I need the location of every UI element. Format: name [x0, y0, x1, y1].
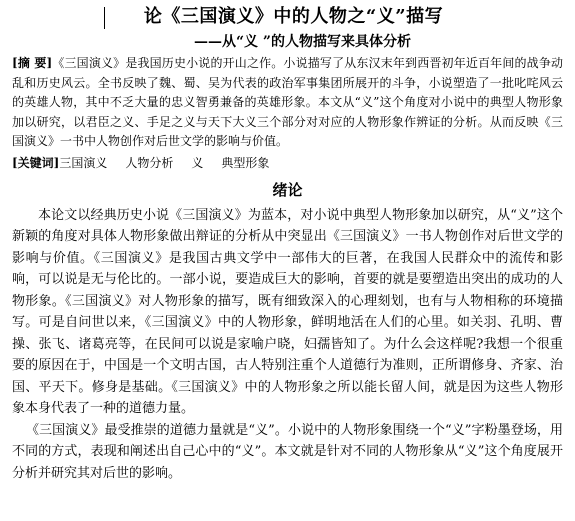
document-subtitle: ——从“义 ”的人物描写来具体分析 — [194, 34, 411, 50]
keyword: 典型形象 — [221, 155, 270, 170]
abstract-text: 《三国演义》是我国历史小说的开山之作。小说描写了从东汉末年到西晋初年近百年间的战争动乱和历史风云。全书反映了魏、蜀、吴为代表的政治军事集团所展开的斗争，小说塑造了一批叱咤风云的英雄人物，其中不乏大量的忠义智勇兼备的英雄形象。本文从“义”这个角度对小说中的典型人物形象加以研究，以君臣之义、手足之义与天下大义三个部分对对应的人物形象作辨证的分析。从而反映《三国演义》一书中人物创作对后世文学的影响与价值。 — [12, 56, 563, 148]
keyword: 人物分析 — [125, 155, 174, 170]
text-cursor — [104, 7, 105, 29]
document-title: 论《三国演义》中的人物之“义”描写 — [143, 6, 444, 27]
body-paragraph: 本论文以经典历史小说《三国演义》为蓝本，对小说中典型人物形象加以研究，从“义”这个新颖的角度对具体人物形象做出辩证的分析从中突显出《三国演义》一书人物创作对后世文学的影响与价值。《三国演义》是我国古典文学中一部伟大的巨著，在我国人民群众中的流传和影响，可以说是无与伦比的。一部小说，要造成巨大的影响，首要的就是要塑造出突出的成功的人物形象。《三国演义》对人物形象的描写，既有细致深入的心理刻划，也有与人物相称的环境描写。可是自问世以来，《三国演义》中的人物形象，鲜明地活在人们的心里。如关羽、孔明、曹操、张飞、诸葛亮等，在民间可以说是家喻户晓，妇孺皆知了。为什么会这样呢?我想一个很重要的原因在于，中国是一个文明古国，古人特别注重个人道德行为准则，正所谓修身、齐家、治国、平天下。修身是基础。《三国演义》中的人物形象之所以能长留人间，就是因为这些人物形象本身代表了一种的道德力量。 — [12, 207, 563, 416]
body-paragraph: 《三国演义》最受推崇的道德力量就是“义”。小说中的人物形象围绕一个“义”字粉墨登场，用不同的方式，表现和阐述出自己心中的“义”。本文就是针对不同的人物形象从“义”这个角度展开分析并研究其对后世的影响。 — [12, 422, 563, 481]
keywords-label: [关键词] — [12, 155, 60, 170]
abstract-label: [摘 要] — [12, 56, 53, 70]
keywords-line — [12, 154, 563, 173]
keyword: 义 — [191, 155, 204, 170]
section-title: 绪论 — [272, 180, 303, 199]
keyword: 三国演义 — [59, 155, 108, 170]
abstract — [12, 54, 563, 152]
